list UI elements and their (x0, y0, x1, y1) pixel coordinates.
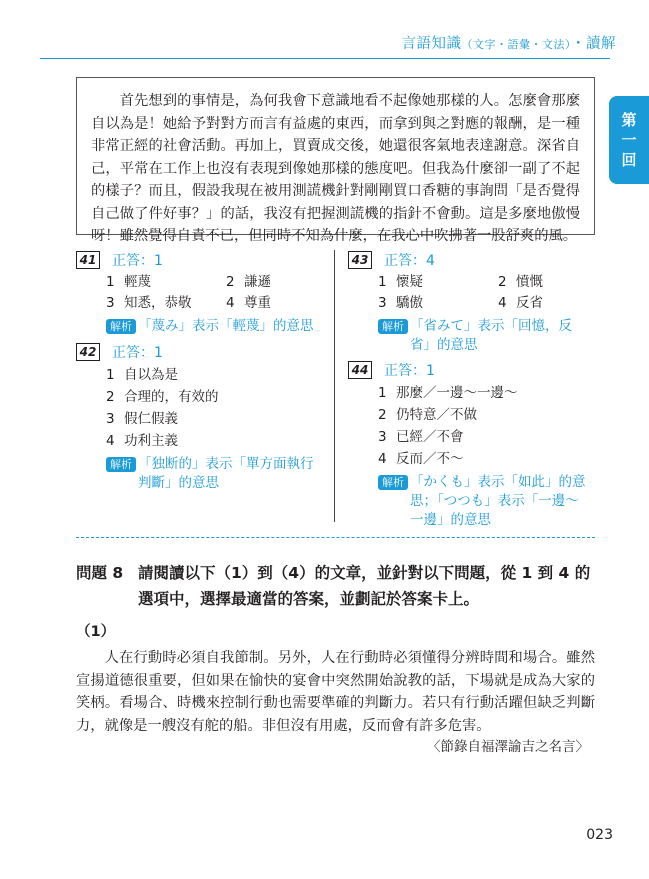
option: 4 反省 (498, 295, 543, 311)
question-number: 43 (348, 251, 372, 269)
option: 1 懷疑 (378, 274, 423, 290)
chapter-tab-line2: 一 (621, 131, 637, 149)
translation-passage-box (76, 77, 595, 244)
question-42 (76, 342, 326, 493)
problem-text: 請閱讀以下（1）到（4）的文章，並針對以下問題，從 1 到 4 的選項中，選擇最適當的答案，並劃記於答案卡上。 (138, 564, 591, 608)
correct-answer: 正答：1 (112, 253, 163, 269)
header-title-sub: （文字・語彙・文法） (461, 38, 571, 51)
section-divider (76, 537, 595, 538)
correct-answer: 正答：4 (384, 253, 435, 269)
correct-answer: 正答：1 (112, 345, 163, 361)
explanation-tag: 解析 (378, 319, 408, 334)
option: 1 輕蔑 (106, 274, 151, 290)
option: 4 反而／不～ (378, 451, 464, 467)
chapter-tab-line1: 第 (621, 111, 637, 129)
option: 1 自以為是 (106, 367, 178, 383)
passage-number: （1） (76, 624, 116, 640)
option: 3 已經／不會 (378, 429, 464, 445)
explanation (106, 455, 326, 493)
question-number: 42 (76, 343, 100, 361)
question-number: 44 (348, 361, 372, 379)
explanation-text: 「かくも」表示「如此」的意思；「つつも」表示「一邊～一邊」的意思 (410, 474, 586, 528)
explanation-text: 「省みて」表示「回憶，反省」的意思 (410, 318, 572, 353)
explanation-tag: 解析 (106, 457, 136, 472)
chapter-tab-line3: 回 (621, 151, 637, 169)
explanation-text: 「蔑み」表示「輕蔑」的意思 (138, 318, 314, 334)
question-43 (348, 250, 598, 355)
question-number: 41 (76, 251, 100, 269)
option: 1 那麼／一邊～一邊～ (378, 385, 518, 401)
option: 4 功利主義 (106, 433, 178, 449)
reading-passage-text: 人在行動時必須自我節制。另外，人在行動時必須懂得分辨時間和場合。雖然宣揚道德很重要，但如果在愉快的宴會中突然開始說教的話，下場就是成為大家的笑柄。看場合、時機來控制行動也需要準確的判斷力。若只有行動活躍但缺乏判斷力，就像是一艘沒有舵的船。非但沒有用處，反而會有許多危害。 (76, 650, 595, 734)
option: 2 合理的，有效的 (106, 389, 219, 405)
option: 2 憤慨 (498, 274, 543, 290)
question-44 (348, 360, 598, 530)
question-41 (76, 250, 326, 336)
reading-passage (76, 647, 595, 737)
explanation (106, 317, 326, 336)
chapter-tab (609, 96, 649, 184)
explanation (378, 473, 598, 530)
answer-section (76, 250, 596, 528)
header-title-tail: ・讀解 (571, 36, 616, 52)
explanation (378, 317, 598, 355)
problem-label: 問題 8 (76, 564, 124, 582)
option: 4 尊重 (226, 295, 271, 311)
option: 3 知悉，恭敬 (106, 295, 192, 311)
explanation-text: 「独断的」表示「單方面執行判斷」的意思 (138, 456, 314, 491)
option: 2 謙遜 (226, 274, 271, 290)
header-divider (40, 58, 610, 59)
option: 3 驕傲 (378, 295, 423, 311)
explanation-tag: 解析 (106, 319, 136, 334)
passage-source: 〈節錄自福澤諭吉之名言〉 (427, 739, 589, 755)
translation-passage-text: 首先想到的事情是，為何我會下意識地看不起像她那樣的人。怎麼會那麼自以為是！她給予對對方而言有益處的東西，而拿到與之對應的報酬，是一種非常正經的社會活動。再加上，買賣成交後，她還很客氣地表達謝意。深省自己，平常在工作上也沒有表現到像她那樣的態度吧。但我為什麼卻一副了不起的樣子？而且，假設我現在被用測謊機針對剛剛買口香糖的事詢問「是否覺得自己做了件好事？」的話，我沒有把握測謊機的指針不會動。這是多麼地傲慢呀！雖然覺得自責不已，但同時不知為什麼，在我心中吹拂著一股舒爽的風。 (91, 93, 580, 244)
option: 2 仍特意／不做 (378, 407, 477, 423)
problem-instructions (76, 560, 598, 612)
header-title-main: 言語知識 (401, 36, 462, 52)
option: 3 假仁假義 (106, 411, 178, 427)
correct-answer: 正答：1 (384, 363, 435, 379)
page-number: 023 (586, 827, 613, 843)
explanation-tag: 解析 (378, 475, 408, 490)
page-header (402, 32, 617, 53)
